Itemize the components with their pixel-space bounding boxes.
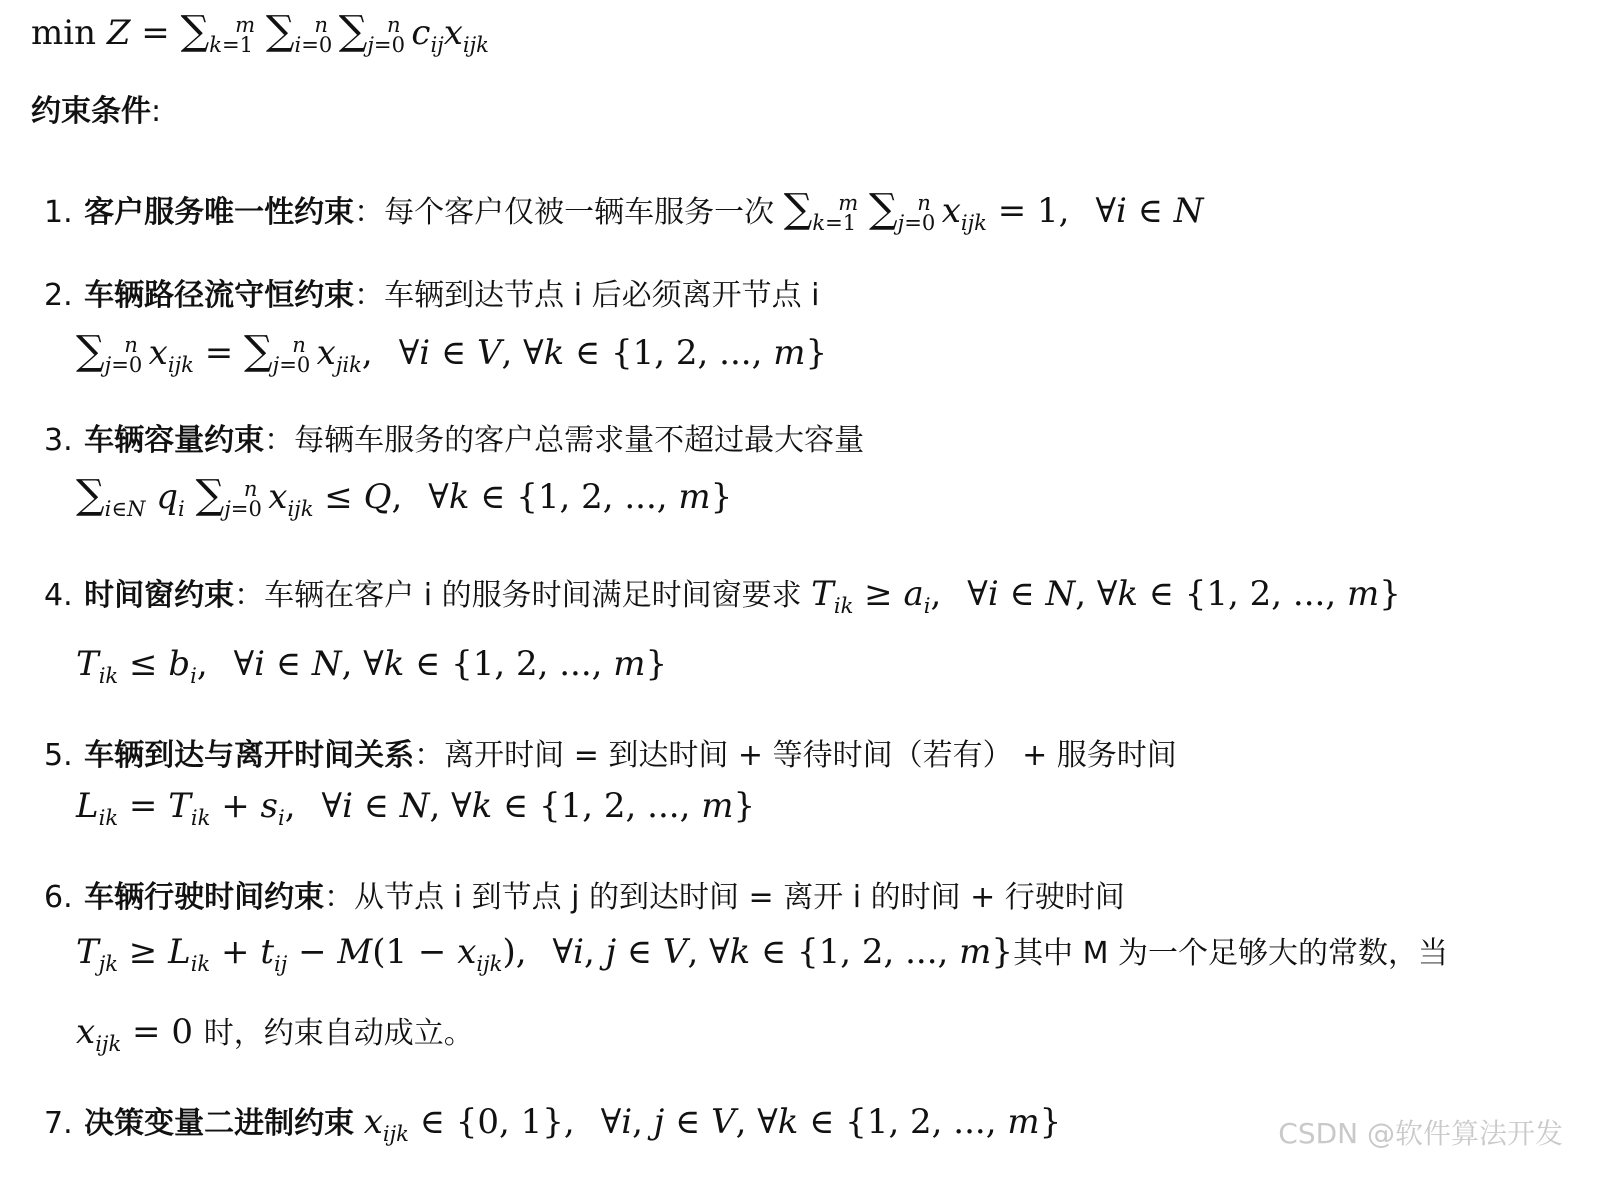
constraint-item-7 — [44, 1098, 1061, 1146]
constraint-item-2 — [44, 270, 819, 314]
item-title: 时间窗约束 — [84, 578, 235, 613]
formula-4a: $T_{ik} \ge a_i$, ∀i ∈ N, ∀k ∈ {1, 2, ..., m} — [811, 574, 1401, 618]
objective-formula: $\min Z = \sum_{k=1}^m$ $\sum_{i=0}^n$ $\sum_{j=0}^n$ $c_{ij}x_{ijk}$ — [31, 8, 489, 57]
constraint-item-5 — [44, 730, 1177, 774]
big-m-note: 其中 M 为一个足够大的常数，当 — [1013, 936, 1449, 971]
item-title: 客户服务唯一性约束 — [84, 195, 355, 230]
constraint-item-3 — [44, 415, 864, 459]
item-number: 5. — [44, 738, 73, 773]
formula-5: $L_{ik} = T_{ik} + s_i$, ∀i ∈ N, ∀k ∈ {1, 2, ..., m} — [76, 786, 756, 830]
constraint-item-1 — [44, 186, 1203, 235]
item-text: ：每个客户仅被一辆车服务一次 — [354, 195, 775, 230]
item-text: ：每辆车服务的客户总需求量不超过最大容量 — [264, 423, 865, 458]
item-text: ：离开时间 = 到达时间 + 等待时间（若有） + 服务时间 — [414, 738, 1177, 773]
item-title: 车辆容量约束 — [84, 423, 265, 458]
item-number: 3. — [44, 423, 73, 458]
item-title: 车辆到达与离开时间关系 — [84, 738, 415, 773]
formula-6: $T_{jk} \ge L_{ik} + t_{ij} - M(1 - x_{ijk})$, ∀i, j ∈ V, ∀k ∈ {1, 2, ..., m}其中 M 为一个足够大的常数，当 — [76, 932, 1449, 976]
constraints-heading-label: 约束条件 — [31, 94, 151, 129]
item-text: ：车辆到达节点 i 后必须离开节点 i — [354, 278, 820, 313]
constraints-heading-colon: : — [151, 94, 162, 129]
constraint-item-4 — [44, 570, 1401, 618]
item-number: 7. — [44, 1106, 73, 1141]
item-title: 决策变量二进制约束 — [84, 1106, 355, 1141]
formula-7: $x_{ijk}$ ∈ {0, 1}, ∀i, j ∈ V, ∀k ∈ {1, 2, ..., m} — [363, 1102, 1062, 1146]
item-title: 车辆路径流守恒约束 — [84, 278, 355, 313]
constraints-heading — [31, 86, 161, 130]
item-text: ：车辆在客户 i 的服务时间满足时间窗要求 — [234, 578, 802, 613]
item-number: 1. — [44, 195, 73, 230]
item-number: 2. — [44, 278, 73, 313]
formula-4b: $T_{ik} \le b_i$, ∀i ∈ N, ∀k ∈ {1, 2, ..., m} — [76, 644, 668, 688]
formula-2: $\sum_{j=0}^n$ $x_{ijk} = \sum_{j=0}^n$ $x_{jik}$, ∀i ∈ V, ∀k ∈ {1, 2, ..., m} — [76, 328, 828, 377]
formula-1: $\sum_{k=1}^m$ $\sum_{j=0}^n$ $x_{ijk} = 1$, ∀i ∈ N — [783, 186, 1204, 235]
item-text: ：从节点 i 到节点 j 的到达时间 = 离开 i 的时间 + 行驶时间 — [324, 880, 1125, 915]
auto-note: 时，约束自动成立。 — [203, 1016, 474, 1051]
item-title: 车辆行驶时间约束 — [84, 880, 325, 915]
constraint-item-6 — [44, 872, 1125, 916]
formula-6-note: $x_{ijk} = 0$ 时，约束自动成立。 — [76, 1012, 474, 1056]
item-number: 4. — [44, 578, 73, 613]
formula-3: $\sum_{i\in N}$ $q_i$ $\sum_{j=0}^n$ $x_{ijk} \le Q$, ∀k ∈ {1, 2, ..., m} — [76, 472, 733, 521]
watermark: CSDN @软件算法开发 — [1278, 1117, 1563, 1150]
item-number: 6. — [44, 880, 73, 915]
